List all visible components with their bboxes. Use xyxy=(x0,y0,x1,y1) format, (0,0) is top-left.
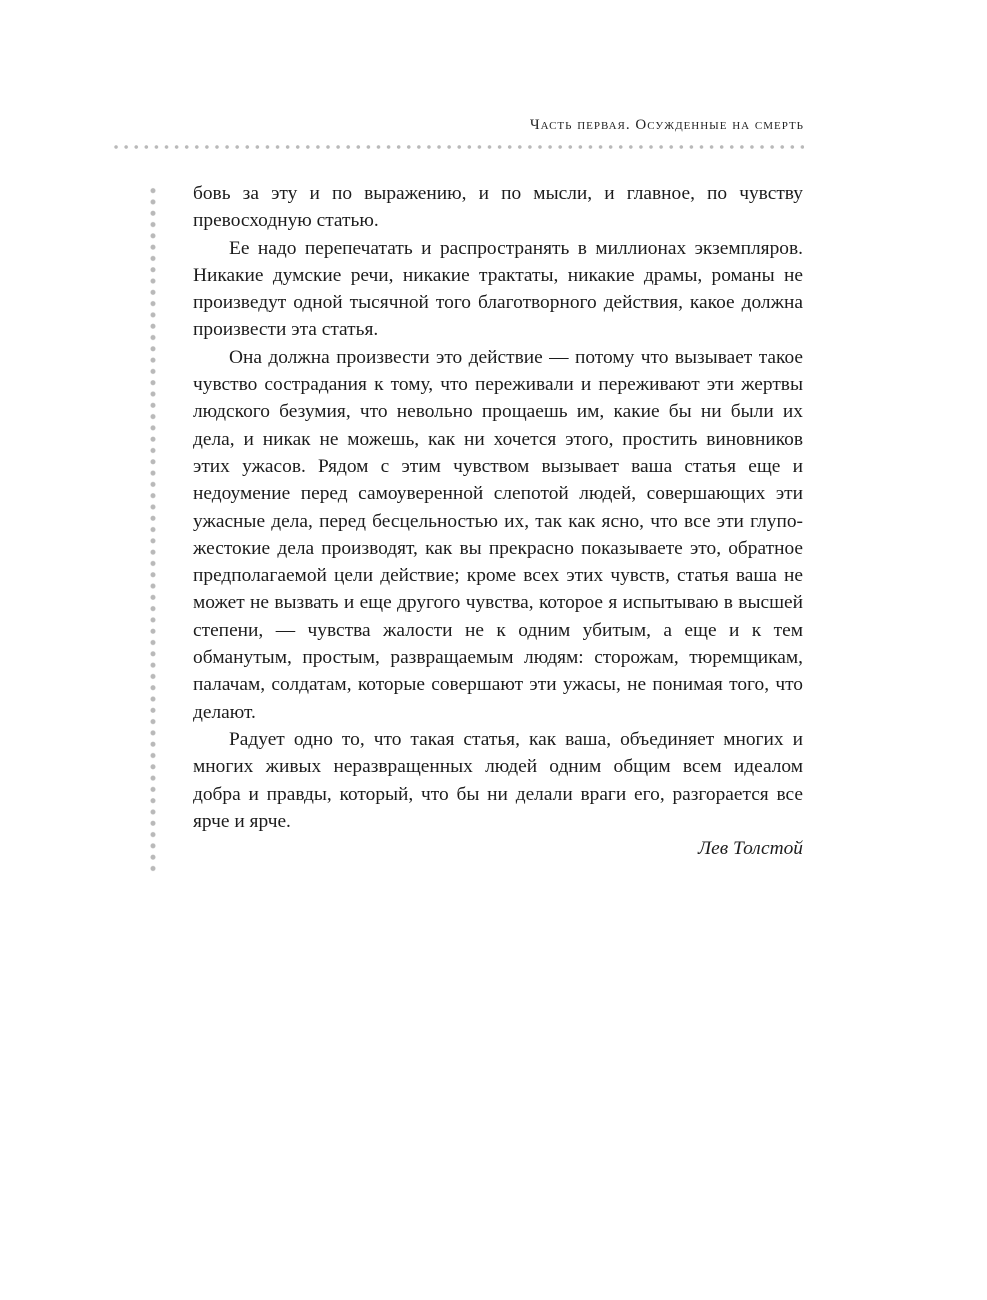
paragraph: бовь за эту и по выражению, и по мысли, и главное, по чувству превосходную статью. xyxy=(193,183,803,232)
paragraph: Радует одно то, что такая статья, как ваша, объединяет многих и многих живых неразвращенных людей одним общим всем идеалом добра и правды, который, что бы ни делали враги его, разгорается все ярче и ярче. xyxy=(193,728,803,832)
signature: Лев Толстой xyxy=(698,838,803,860)
paragraph: Она должна произвести это действие — потому что вызывает такое чувство сострадания к тому, что переживали и переживают эти жертвы людского безумия, что невольно прощаешь им, какие бы ни были их дела, и никак не можешь, как ни хочется этого, простить виновников этих ужасов. Рядом с этим чувством вызывает ваша статья еще и недоумение перед самоуверенной слепотой людей, совершающих эти ужасные дела, перед бесцельностью их, так как ясно, что все эти глупо-жестокие дела производят, как вы прекрасно показываете это, обратное предполагаемой цели действие; кроме всех этих чувств, статья ваша не может не вызвать и еще другого чувства, которое я испытываю в высшей степени, — чувства жалости не к одним убитым, а еще и к тем обманутым, простым, развращаемым людям: сторожам, тюремщикам, палачам, солдатам, которые совершают эти ужасы, не понимая того, что делают. xyxy=(193,346,803,723)
running-head: Часть первая. Осужденные на смерть xyxy=(529,117,804,133)
dotted-margin-column xyxy=(149,185,157,875)
paragraph: Ее надо перепечатать и распространять в миллионах экземпляров. Никакие думские речи, никакие трактаты, никакие драмы, романы не произведут одной тысячной того благотворного действия, какое должна произвести эта статья. xyxy=(193,237,803,341)
dotted-rule-divider xyxy=(111,144,804,150)
body-text xyxy=(193,180,803,862)
